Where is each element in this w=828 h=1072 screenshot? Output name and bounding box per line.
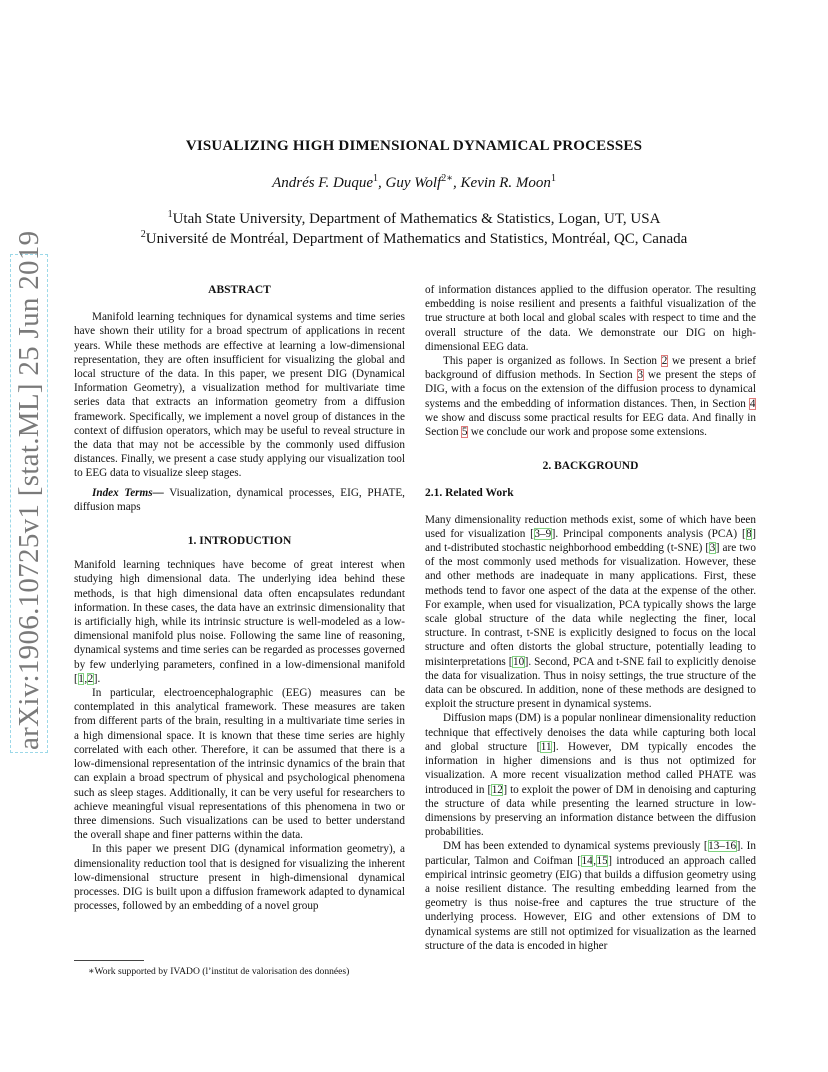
citation-link[interactable]: 8 xyxy=(746,527,752,540)
footnote: ∗Work supported by IVADO (l’institut de valorisation des données) xyxy=(88,966,350,977)
text-run: . Principal components analysis (PCA) xyxy=(555,527,742,540)
footnote-rule xyxy=(74,960,144,961)
section-ref-link[interactable]: 4 xyxy=(749,397,756,410)
citation-link[interactable]: 14 xyxy=(581,854,593,867)
text-run: and t-distributed stochastic neighborhood embedding (t-SNE) xyxy=(425,542,706,555)
text-run: introduced an approach called empirical intrinsic geometry (EIG) that builds a diffusion geometry using a noise resilient distance. The resulting embedding learned from the geometry is thus noise-free and captures the true structure of the underlying process. However, EIG and other extensions of DM to dynamical systems are still not optimized for visualization as the learned structure of the data is encoded in higher xyxy=(425,854,757,952)
diffusion-maps-paragraph: Diffusion maps (DM) is a popular nonlinear dimensionality reduction technique that effectively denoises the data while capturing both local and global structure [11]. However, DM typically encodes the information in higher dimensions and is thus not optimized for visualization. A more recent visualization method called PHATE was introduced in [12] to exploit the power of DM in denoising and capturing the structure of data while presenting the learned structure in low-dimensions by preserving an information distance between the diffusion probabilities. xyxy=(425,712,756,839)
citation-link[interactable]: 11 xyxy=(540,740,552,753)
text-run: DM has been extended to dynamical systems previously xyxy=(443,840,704,853)
text-run: to exploit the power of DM in denoising and capturing the structure of data while presenting the learned structure in low-dimensions by preserving an information distance between the diffusion probabilities. xyxy=(425,783,756,839)
aff-sup: 2 xyxy=(140,229,146,240)
author-name: Kevin R. Moon xyxy=(460,175,551,191)
citation-link[interactable]: 15 xyxy=(596,854,608,867)
related-work-heading: 2.1. Related Work xyxy=(425,487,514,500)
text-run: we show and discuss some practical results for EEG data. And finally in Section xyxy=(425,411,756,439)
text-run: Diffusion maps (DM) is a popular nonlinear dimensionality reduction technique that effectively denoises the data while capturing both local and global structure xyxy=(425,712,756,753)
organization-paragraph xyxy=(425,354,756,439)
text-run: . In particular, Talmon and Coifman xyxy=(425,840,756,867)
right-column xyxy=(425,283,756,953)
section-ref-link[interactable]: 2 xyxy=(661,355,668,368)
intro-paragraph-1: Manifold learning techniques have become of great interest when studying high dimensional data. The underlying idea behind these methods, is that high dimensional data often encapsulates redundant information. In these cases, the data have an extrinsic dimensionality that is artificially high, while its intrinsic structure is well-modeled as a low-dimensional manifold plus noise. Following the same line of reasoning, dynamical systems and time series can be regarded as processes governed by few underlying parameters, confined in a low-dimensional manifold [1,2]. xyxy=(74,559,405,685)
aff-sup: 1 xyxy=(167,209,173,220)
citation-link[interactable]: 13–16 xyxy=(708,840,737,853)
aff-text: Université de Montréal, Department of Mathematics and Statistics, Montréal, QC, Canada xyxy=(145,231,688,247)
dynamical-dm-paragraph: DM has been extended to dynamical systems previously [13–16]. In particular, Talmon and Coifman [14,15] introduced an approach called empirical intrinsic geometry (EIG) that builds a diffusion geometry using a noise resilient distance. The resulting embedding learned from the geometry is thus noise-free and captures the true structure of the underlying process. However, EIG and other extensions of DM to dynamical systems are still not optimized for visualization as the learned structure of the data is encoded in higher xyxy=(425,840,757,952)
text-run: we present the steps of DIG, with a focus on the extension of the diffusion process to dynamical systems and the embedding of information distances. Then, in Section xyxy=(425,369,756,410)
index-terms-label: Index Terms— xyxy=(92,486,164,499)
intro-paragraph-2: In particular, electroencephalographic (EEG) measures can be contemplated in this analytical framework. These measures are taken from different parts of the brain, resulting in a multivariate time series in a high dimensional space. It is known that these time series are highly correlated with each other. Therefore, it can be assumed that there is a low-dimensional representation of the intrinsic dynamics of the brain that can explain a broad spectrum of physical and psychological phenomena such as sleep stages. Additionally, it can be very useful for researchers to achieve meaningful visual representations of this phenomena in two or three dimensions. Such visualizations can be used to better understand the overall shape and finer patterns within the data. xyxy=(74,687,405,842)
citation-link[interactable]: 1 xyxy=(78,672,84,685)
index-terms-text: Visualization, dynamical processes, EIG, PHATE, diffusion maps xyxy=(74,486,405,513)
citation-link[interactable]: 3 xyxy=(709,542,716,555)
citation-link[interactable]: 10 xyxy=(512,655,525,668)
aff-text: Utah State University, Department of Mathematics & Statistics, Logan, UT, USA xyxy=(172,211,661,227)
background-heading: 2. BACKGROUND xyxy=(542,460,639,473)
intro-heading: 1. INTRODUCTION xyxy=(187,535,292,548)
section-ref-link[interactable]: 3 xyxy=(637,369,644,382)
citation-link[interactable]: 2 xyxy=(87,672,94,685)
author-name: Andrés F. Duque xyxy=(272,175,374,191)
citation-link[interactable]: 12 xyxy=(491,783,503,796)
text-run: we present a brief background of diffusion methods. In Section xyxy=(425,355,757,382)
related-work-paragraph: Many dimensionality reduction methods exist, some of which have been used for visualization [3–9]. Principal components analysis (PCA) [8] and t-distributed stochastic neighborhood embedding (t-SNE) [3] are two of the most commonly used methods for visualization. However, these and other methods are inadequate in many applications. First, these methods tend to favor one aspect of the data at the expense of the other. For example, when used for visualization, PCA typically shows the large scale global structure of the data while neglecting the finer, local structure. In contrast, t-SNE is explicitly designed to focus on the local structure and often distorts the global structure, potentially leading to misinterpretations [10]. Second, PCA and t-SNE fail to explicitly denoise the data for visualization. Thus in noisy settings, the true structure of the data can be obscured. In addition, none of these methods are designed to exploit the structure present in dynamical systems. xyxy=(425,513,756,711)
author-sup: 1 xyxy=(550,173,556,184)
text-run: This paper is organized as follows. In Section xyxy=(443,355,662,368)
text-run: Many dimensionality reduction methods exist, some of which have been used for visualization xyxy=(425,513,756,540)
arxiv-side-stamp: arXiv:1906.10725v1 [stat.ML] 25 Jun 2019 xyxy=(13,230,45,750)
index-terms xyxy=(74,486,405,514)
citation-link[interactable]: 3–9 xyxy=(534,527,552,540)
text-run: are two of the most commonly used methods for visualization. However, these and other methods are inadequate in many applications. First, these methods tend to favor one aspect of the data at the expense of the other. For example, when used for visualization, PCA typically shows the large scale global structure of the data while neglecting the finer, local structure. In contrast, t-SNE is explicitly designed to focus on the local structure and often distorts the global structure, potentially leading to misinterpretations xyxy=(425,542,756,668)
paper-title: VISUALIZING HIGH DIMENSIONAL DYNAMICAL PROCESSES xyxy=(185,138,643,154)
section-ref-link[interactable]: 5 xyxy=(461,426,468,439)
intro-paragraph-3: In this paper we present DIG (dynamical information geometry), a dimensionality reduction tool that is designed for visualizing the inherent low-dimensional structure present in high-dimensional dynamical processes. DIG is built upon a diffusion framework adapted to dynamical processes, followed by an embedding of a novel group xyxy=(74,843,405,913)
text-run: , xyxy=(593,854,597,867)
author-sup: 1 xyxy=(373,173,379,184)
text-run: . Second, PCA and t-SNE fail to explicitly denoise the data for visualization. Thus in noisy settings, the true structure of the data can be obscured. In addition, none of these methods are designed to exploit the structure present in dynamical systems. xyxy=(425,655,756,711)
abstract-heading: ABSTRACT xyxy=(208,284,271,296)
author-name: Guy Wolf xyxy=(385,175,442,191)
abstract-text: Manifold learning techniques for dynamical systems and time series have shown their utility for a broad spectrum of applications in recent years. While these methods are effective at learning a low-dimensional representation, they are often insufficient for visualizing the global and local structure of the data. In this paper, we present DIG (Dynamical Information Geometry), a visualization method for multivariate time series data that extracts an information geometry from a diffusion framework. Specifically, we implement a novel group of distances in the context of diffusion operators, which may be useful to reveal structure in the data that may not be accessible by the commonly used diffusion distances. Finally, we present a case study applying our visualization tool to EEG data to visualize sleep stages. xyxy=(74,311,405,480)
affiliation-2 xyxy=(0,229,828,248)
left-column xyxy=(74,283,405,913)
right-paragraph-0: of information distances applied to the diffusion operator. The resulting embedding is noise resilient and presents a faithful visualization of the true structure at both local and global scales with respect to time and the overall structure of the data. We demonstrate our DIG on high-dimensional EEG data. xyxy=(425,284,756,353)
text-run: we conclude our work and propose some extensions. xyxy=(467,426,707,439)
affiliation-1 xyxy=(0,209,828,228)
author-sup: 2∗ xyxy=(441,173,454,184)
text-run: . However, DM typically encodes the information in higher dimensions and is thus not optimized for visualization. A more recent visualization method called PHATE was introduced in xyxy=(425,740,756,796)
text-run: . xyxy=(97,672,101,685)
text-run: Manifold learning techniques have become of great interest when studying high dimensional data. The underlying idea behind these methods, is that high dimensional data often encapsulates redundant information. In these cases, the data have an extrinsic dimensionality that is artificially high, while its intrinsic structure is well-modeled as a low-dimensional manifold plus noise. Following the same line of reasoning, dynamical systems and time series can be regarded as processes governed by few underlying parameters, confined in a low-dimensional manifold xyxy=(74,559,405,671)
author-list: Andrés F. Duque$^1$, Guy Wolf$^{2∗}$, Kevin R. Moon$^1$ xyxy=(272,173,556,191)
